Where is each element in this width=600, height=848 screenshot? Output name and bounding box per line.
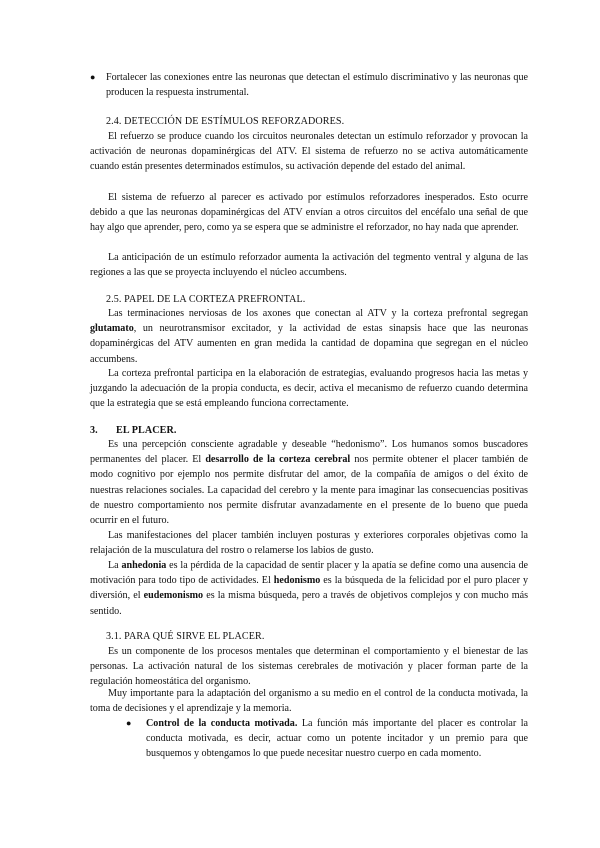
section-title: EL PLACER. [116,425,177,436]
bullet-dot-icon: ● [90,72,96,82]
bold-term: glutamato [90,323,134,335]
section-number: 3. [90,425,98,436]
paragraph: La anhedonia es la pérdida de la capacidad de sentir placer y la apatía se define como una ausencia de motivación para todo tipo de actividades. El hedonismo es la búsqueda de la felicidad por el puro placer y diversión, el eudemonismo es la misma búsqueda, pero a través de objetivos complejos y con mucho más sentido. [90,560,529,617]
bold-term: eudemonismo [143,590,204,602]
section-heading-2-5: 2.5. PAPEL DE LA CORTEZA PREFRONTAL. [106,294,306,305]
section-heading-2-4: 2.4. DETECCIÓN DE ESTÍMULOS REFORZADORES. [106,116,345,127]
bold-term: desarrollo de la corteza cerebral [205,454,351,466]
bullet-dot-icon: ● [126,718,132,728]
list-item [126,716,528,762]
list-item-text: Fortalecer las conexiones entre las neuronas que detectan el estímulo discriminativo y las neuronas que producen la respuesta instrumental. [106,72,528,99]
paragraph: Muy importante para la adaptación del organismo a su medio en el control de la conducta motivada, la toma de decisiones y el aprendizaje y la memoria. [90,688,528,715]
paragraph: La corteza prefrontal participa en la elaboración de estrategias, evaluando progresos hacia las metas y juzgando la adecuación de la propia conducta, es decir, activa el mecanismo de refuerzo cuando determina que la estrategia que se está empleando funciona correctamente. [90,368,528,410]
section-heading-3 [90,423,176,438]
paragraph: El refuerzo se produce cuando los circuitos neuronales detectan un estímulo reforzador y provocan la activación de neuronas dopaminérgicas del ATV. El sistema de refuerzo no se activa automáticamente cuando están presentes determinados estímulos, su activación depende del estado del animal. [90,131,528,173]
list-item [90,70,528,100]
list-item-text: Control de la conducta motivada. La función más importante del placer es controlar la conducta motivada, es decir, actuar como un potente incitador y un premio para que busquemos y obtengamos lo que puede necesitar nuestro cuerpo en cada momento. [146,718,528,760]
paragraph: La anticipación de un estímulo reforzador aumenta la activación del tegmento ventral y alguna de las regiones a las que se proyecta incluyendo el núcleo accumbens. [90,252,528,279]
bold-term: hedonismo [273,575,321,587]
paragraph: Las manifestaciones del placer también incluyen posturas y exteriores corporales objetivas como la relajación de la musculatura del rostro o relamerse los labios de gusto. [90,530,528,557]
bold-term: anhedonia [121,560,167,571]
paragraph: Las terminaciones nerviosas de los axones que conectan al ATV y la corteza prefrontal segregan glutamato, un neurotransmisor excitador, y la actividad de estas sinapsis hace que las neuronas dopaminérgicas del ATV aumenten en gran medida la cantidad de dopamina que segregan en el núcleo accumbens. [90,308,528,365]
section-heading-3-1: 3.1. PARA QUÉ SIRVE EL PLACER. [106,631,265,642]
paragraph: El sistema de refuerzo al parecer es activado por estímulos reforzadores inesperados. Esto ocurre debido a que las neuronas dopaminérgicas del ATV envían a otros circuitos del encéfalo una señal de que hay algo que aprender, pero, como ya se espera que se administre el reforzador, no hay nada que aprender. [90,192,528,234]
paragraph: Es una percepción consciente agradable y deseable “hedonismo”. Los humanos somos buscadores permanentes del placer. El desarrollo de la corteza cerebral nos permite obtener el placer también de modo cognitivo por ejemplo nos permite disfrutar del amor, de la compañía de amigos o del éxito de nuestras relaciones sociales. La capacidad del cerebro y la mente para imaginar las consecuencias positivas de nuestro comportamiento nos permite disfrutar avanzadamente en el presente de lo bueno que pueda ocurrir en el futuro. [90,439,528,527]
paragraph: Es un componente de los procesos mentales que determinan el comportamiento y el bienestar de las personas. La activación natural de los sistemas cerebrales de motivación y placer forman parte de la regulación homeostática del organismo. [90,646,528,688]
bold-term: Control de la conducta motivada. [146,718,298,729]
